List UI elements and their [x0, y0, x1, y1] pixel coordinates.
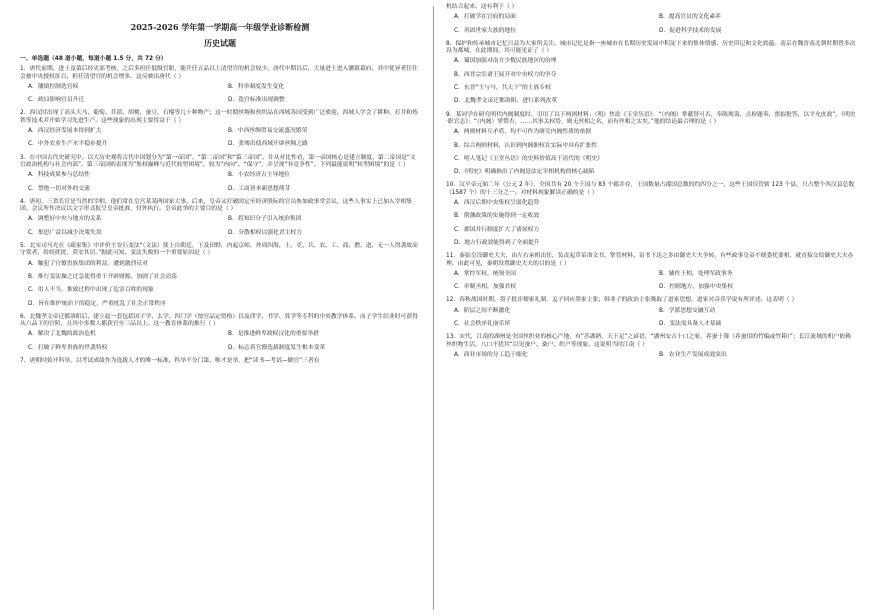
question-item	[20, 155, 420, 193]
answer-option: D．控制地方，加强中央集权	[659, 284, 734, 291]
answer-option: A．西汉经济发展本得到扩大	[28, 128, 102, 135]
question-stem: 12．春秋战国时期，墨子批评儒家礼制，孟子回应墨家主张；韩非子的政治主张吸取了道家思想，道家对音乐学说有所评述。这表明（ ）	[446, 297, 798, 304]
question-item	[446, 4, 856, 35]
option-list	[446, 271, 856, 292]
question-stem: 4．唐初，三省长官是当然的宰相，他们常在皇宫某某两国家大事。后来，皇帝又打破固定至经济股际的官员参加政事堂会议，这些人事实上已加入宰相集团。会议所作决议以文字形式报呈皇帝批准，付外执行。皇帝此举的主要目的是（ ）	[20, 198, 413, 213]
question-item	[446, 112, 856, 177]
question-stem: 机结合起来。这有利于（ ）	[446, 4, 518, 10]
answer-option: A．打破学在官府的局面	[454, 14, 516, 21]
answer-option: C．巩固世家大族的地位	[454, 27, 517, 34]
answer-option: C．集思广益以减少决策失误	[28, 229, 102, 236]
question-stem: 8．保护和传承城市记忆日益为大家所关注。城市记忆是指一座城市在长期历史发展中积淀下来的集体情感、历史印记和文化底蕴。南京在魏晋南北朝时期曾多次设为都城，在此期间，其可能见证了（ ）	[446, 40, 856, 55]
answer-option: A．科技成果参与总结性	[28, 172, 90, 179]
answer-option: D．旨在维护统治下的稳定，严重扰乱了社会正常秩序	[28, 300, 166, 307]
answer-option: C．牵制丞相，加强君权	[454, 284, 517, 291]
option-list	[446, 352, 856, 359]
answer-option: B．西晋宗室诸王展开对中央权力的争夺	[454, 71, 557, 78]
answer-option: A．蜀国加强对南方少数民族地区的治理	[454, 58, 557, 65]
subject-title: 历史试题	[204, 38, 236, 48]
section-heading: 一、单选题（48 道小题，每道小题 1.5 分，共 72 分）	[20, 56, 167, 62]
right-column	[446, 4, 856, 365]
answer-option: B．提高官员的文化素养	[659, 14, 721, 21]
option-list	[20, 172, 420, 193]
question-item	[20, 243, 420, 308]
answer-option: C．用人不当，推致过程中出现了危害百姓的现象	[28, 287, 154, 294]
question-stem: 7．唐朝时始开科举，以考试成绩作为选拔人才的唯一标准，科举不分门第，唯才是举，把“读书—考试—做官”三者有	[20, 358, 320, 365]
left-column	[20, 18, 420, 366]
answer-option: B．辅佐王相，处理军政事务	[659, 270, 733, 277]
answer-option: D．地方行政效能得到了全面提升	[454, 239, 540, 246]
question-stem: 10．汉平帝元始二年（公元 2 年），全国共有 20 个王国与 83 个郡并存，王国数量占郡国总数的约四分之一，这些王国仅管辖 123 个县，只占整个西汉县总数（1587 个）的十三分之一。对材料现象解读正确的是（ ）	[446, 182, 855, 196]
right-question-list	[446, 4, 856, 359]
option-list	[20, 331, 420, 352]
answer-option: D．北魏孝文帝迁都洛阳，进行系列改革	[454, 98, 558, 105]
option-list	[446, 308, 856, 329]
question-item	[20, 358, 420, 365]
answer-option: D．张骞出使西域开辟丝绸之路	[228, 141, 308, 148]
left-question-list	[20, 66, 420, 365]
answer-option: A．解决了北魏的政治危机	[28, 331, 96, 338]
answer-option: D．分散相权以强化君主权力	[228, 229, 303, 236]
answer-option: B．农业生产发展成效突出	[659, 351, 727, 358]
answer-option: C．东晋“王与马，共天下”的士族专权	[454, 85, 552, 92]
option-list	[20, 84, 420, 105]
question-stem: 11．秦始皇设御史大夫，由左右承相出任，负责起草诏命文书，掌管材料、诏书下达之多由御史大夫争转。有些政事皇帝不便委托要相，就直接交给御史大夫办理。由此可见，秦朝设置御史大夫的目的是（ ）	[446, 253, 854, 267]
option-list	[20, 216, 420, 237]
answer-option: D．选官标准出现调整	[228, 97, 285, 104]
answer-option: C．政局影响官员升迁	[28, 97, 85, 104]
answer-option: A．西汉后期中央集权呈弱化趋势	[454, 200, 540, 207]
question-item	[446, 334, 856, 359]
answer-option: D．标志着官僚选拔制度发生根本变革	[228, 344, 326, 351]
question-stem: 2．西汉时出现了高头大马、葡萄、苜蓿、胡桃、蚕豆、石榴等几十种物产；这一时期丝绸和丝织品在西域各国受到广泛欢迎，西域人学会了耕种、打井和炼铁等技术并开始学习先进生产。这些现象的出现主要得益于（ ）	[20, 110, 418, 124]
question-item	[446, 253, 856, 291]
question-item	[446, 297, 856, 328]
answer-option: B．小农经济占主导地位	[228, 172, 290, 179]
answer-option: B．是推进鲜卑政权汉化的重要举措	[228, 331, 319, 338]
answer-option: C．郡国并行制度扩大了诸侯权力	[454, 226, 540, 233]
option-list	[446, 14, 856, 35]
answer-option: A．调整好中央与地方的关系	[28, 216, 102, 223]
option-list	[446, 200, 856, 247]
answer-option: A．藩镇控制选官权	[28, 83, 79, 90]
question-item	[20, 66, 420, 104]
answer-option: A．掌控军权，统领全国	[454, 270, 516, 277]
option-list	[446, 58, 856, 105]
answer-option: A．两则材料互矛盾，均不可作为研究内阁性质的依据	[454, 129, 592, 136]
answer-option: B．推行变法操之过急使得重于开辟财源，加剧了社会动荡	[28, 273, 177, 280]
option-list	[20, 128, 420, 149]
question-stem: 3．在中国古代史研究中，以大历史观将古代中国划分为“第一帝国”，“第二帝国”和“第三帝国”。并从对比性看，第一帝国核心是建立制度，第二帝国是“文官政治机构与社会内部”，第三帝国则表现为“集权巅峰与近代转型困境”，较为“内向”、“保守”，并呈现“非竞争性”。下列最能说明“转型困境”的是（ ）	[20, 154, 416, 168]
option-list	[20, 261, 420, 308]
answer-option: C．社会秩序礼崩乐坏	[454, 321, 511, 328]
answer-option: D．工商皆本新思想萌芽	[228, 185, 291, 192]
answer-option: D．《明史》明确指出了内阁是法定宰相机构的核心缺陷	[454, 169, 595, 176]
column-divider	[433, 6, 434, 610]
answer-option: B．将知识分子引入统治集团	[228, 216, 302, 223]
answer-option: D．促进科学技术的发展	[659, 27, 722, 34]
question-stem: 1．唐代前期，进士及第后经吏部考核，之后多担任低级官职，能升任五品以上清望官的机会较少。唐代中期以后，大量进士进入藩镇幕府，其中优异者往往会被中央授权征召，担任清望官的机会增多。这反映出唐代（ ）	[20, 66, 418, 80]
answer-option: B．中西丝绸贸易交流盛况繁荣	[228, 128, 308, 135]
option-list	[446, 129, 856, 176]
answer-option: B．科举制度发生变化	[228, 83, 285, 90]
question-item	[20, 314, 420, 352]
question-stem: 9．某同学在研究明代内阁制度时，引用了以下两则材料：（明）焦竑《玉堂丛语》：“（内阁）掌献替可否，奉陈规诲，点检题奏，票拟批答，以平允庶政”。《明史·职官志》：“（内阁）掌赞否，……其事关权势，则无丝相之名，而有丝相之实矣。”他的结论最合理的是（ ）	[446, 111, 856, 125]
answer-option: C．明人笔记《玉堂丛语》的史料价值高于清代的《明史》	[454, 155, 603, 162]
answer-option: B．削藩政策的实施得到一定收效	[454, 213, 540, 220]
answer-option: A．阶层之间不断激化	[454, 307, 511, 314]
answer-option: A．触犯了官僚贵族集团的利益，遭到激烈反对	[28, 260, 148, 267]
answer-option: B．综合两则材料，认识到内阁职权在实际中具有扩张性	[454, 142, 598, 149]
question-stem: 6．北魏孝文帝迁都洛阳后，建立起一套包括国子学、太学、四门学（按官品定资格）以及律学、书学、算学等专科的中央教学体系。而子学生结业时可获得从六品下的官阶，且其中多数人都获官至三品以上。这一教育体系的推行（ ）	[20, 313, 418, 328]
exam-title: 2025-2026 学年第一学期高一年级学业诊断检测	[130, 22, 310, 32]
answer-option: A．商业市场的分工趋于细化	[454, 351, 528, 358]
answer-option: B．学派思想交融互动	[659, 307, 716, 314]
answer-option: C．禁绝一切对外的交流	[28, 185, 91, 192]
question-item	[20, 110, 420, 148]
answer-option: C．打破了鲜卑贵族的世袭特权	[28, 344, 108, 351]
question-item	[446, 182, 856, 247]
question-item	[446, 41, 856, 106]
answer-option: C．中外农业生产水平稳步提升	[28, 141, 108, 148]
question-stem: 5．北宋司马光在《疏家集》中评价王安石变法“（文法）使上自朝廷，下及田野，内起京师，外周四海，士、吏、兵、农、工、商、僧、道，无一人得袭故而守常者，纷纷扰扰，莫安其居。”据此可知，变法失败的一个重要原因是（ ）	[20, 243, 418, 257]
question-stem: 13．宋代，江南的湖州是全国丝织业的核心产地，有“苏湖熟，天下足”之谚语，“湖州安吉十口之家，养蚕十簿（养蚕用的竹编或竹箱）”；长江流域的机户依赖丝织物生活，八口不犹其“以见蚕户、桑户、织户等现象。这说明当时江南（ ）	[446, 334, 851, 348]
answer-option: D．变法需具备人才基础	[659, 321, 722, 328]
question-item	[20, 199, 420, 237]
